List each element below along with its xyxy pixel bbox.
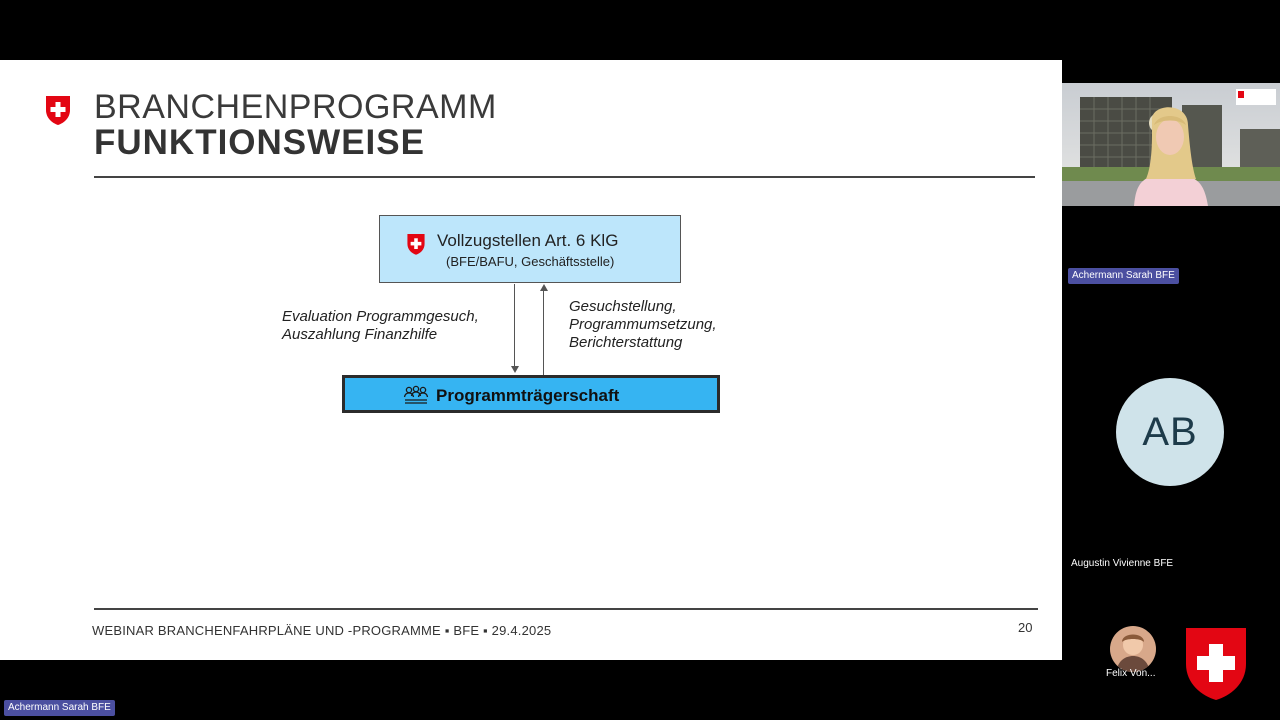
slide-title-line1: BRANCHENPROGRAMM — [94, 88, 497, 126]
authority-box-subtitle: (BFE/BAFU, Geschäftsstelle) — [446, 254, 615, 269]
participant-name: Felix Von... — [1106, 668, 1156, 679]
slide-page-number: 20 — [1018, 620, 1033, 635]
flow-label-left-line: Evaluation Programmgesuch, — [282, 308, 479, 325]
program-sponsor-label: Programmträgerschaft — [436, 386, 620, 405]
authority-box-title: Vollzugstellen Art. 6 KlG — [437, 231, 619, 250]
swiss-shield-icon — [1184, 624, 1248, 702]
arrow-up-line — [543, 290, 544, 375]
swiss-shield-icon — [44, 94, 72, 126]
screen-share-name-tag: Achermann Sarah BFE — [4, 700, 115, 716]
participant-avatar[interactable]: AB — [1116, 378, 1224, 486]
flow-label-left — [282, 308, 479, 344]
footer-divider — [94, 608, 1038, 610]
program-sponsor-box — [342, 375, 720, 413]
arrow-down-line — [514, 284, 515, 368]
slide-title-line2: FUNKTIONSWEISE — [94, 123, 425, 162]
flow-label-right — [569, 298, 717, 352]
flow-label-left-line: Auszahlung Finanzhilfe — [282, 326, 438, 343]
flow-label-right-line: Berichterstattung — [569, 334, 683, 351]
swiss-shield-icon — [406, 232, 426, 256]
authority-box — [379, 215, 681, 283]
shared-slide — [0, 60, 1062, 660]
arrow-up-head — [540, 284, 548, 291]
speaker-video-tile[interactable] — [1062, 83, 1280, 206]
arrow-down-head — [511, 366, 519, 373]
participant-name: Augustin Vivienne BFE — [1071, 558, 1174, 569]
flow-label-right-line: Programmumsetzung, — [569, 316, 717, 333]
slide-footer: WEBINAR BRANCHENFAHRPLÄNE UND -PROGRAMME ▪ BFE ▪ 29.4.2025 — [92, 623, 552, 638]
title-divider — [94, 176, 1035, 178]
speaker-name-tag: Achermann Sarah BFE — [1068, 268, 1179, 284]
participant-photo-avatar[interactable] — [1110, 626, 1156, 672]
people-group-icon — [403, 385, 429, 405]
flow-label-right-line: Gesuchstellung, — [569, 298, 677, 315]
